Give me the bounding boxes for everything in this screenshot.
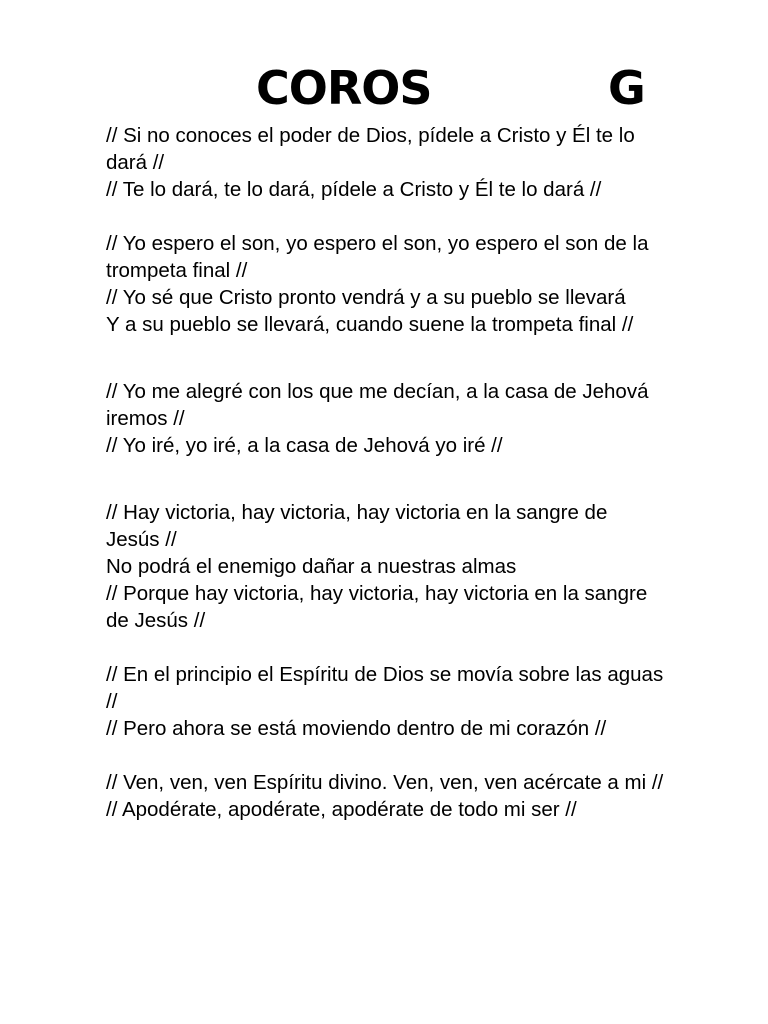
lyric-line: // Ven, ven, ven Espíritu divino. Ven, ven, ven acércate a mi // xyxy=(106,771,664,794)
stanza-5 xyxy=(106,661,666,742)
lyric-line: Y a su pueblo se llevará, cuando suene la trompeta final // xyxy=(106,313,634,336)
lyric-line: // En el principio el Espíritu de Dios se movía sobre las aguas // xyxy=(106,663,664,713)
lyric-line: // Porque hay victoria, hay victoria, hay victoria en la sangre de Jesús // xyxy=(106,582,648,632)
stanza-2 xyxy=(106,230,666,338)
lyrics-body xyxy=(106,122,666,823)
title-text: COROS xyxy=(256,61,432,115)
lyric-line: // Te lo dará, te lo dará, pídele a Cristo y Él te lo dará // xyxy=(106,178,602,201)
stanza-1 xyxy=(106,122,666,203)
lyric-line: No podrá el enemigo dañar a nuestras almas xyxy=(106,555,517,578)
lyric-line: // Pero ahora se está moviendo dentro de mi corazón // xyxy=(106,717,607,740)
stanza-3 xyxy=(106,378,666,459)
lyric-line: // Yo me alegré con los que me decían, a la casa de Jehová iremos // xyxy=(106,380,649,430)
document-title xyxy=(256,58,656,118)
musical-key: G xyxy=(608,61,645,115)
lyric-line: // Hay victoria, hay victoria, hay victoria en la sangre de Jesús // xyxy=(106,501,608,551)
lyric-line: // Yo espero el son, yo espero el son, yo espero el son de la trompeta final // xyxy=(106,232,649,282)
stanza-6 xyxy=(106,769,666,823)
lyric-line: // Yo iré, yo iré, a la casa de Jehová yo iré // xyxy=(106,434,503,457)
lyric-line: // Apodérate, apodérate, apodérate de todo mi ser // xyxy=(106,798,577,821)
stanza-4 xyxy=(106,499,666,634)
lyric-line: // Yo sé que Cristo pronto vendrá y a su pueblo se llevará xyxy=(106,286,626,309)
lyric-line: // Si no conoces el poder de Dios, pídele a Cristo y Él te lo dará // xyxy=(106,124,635,174)
